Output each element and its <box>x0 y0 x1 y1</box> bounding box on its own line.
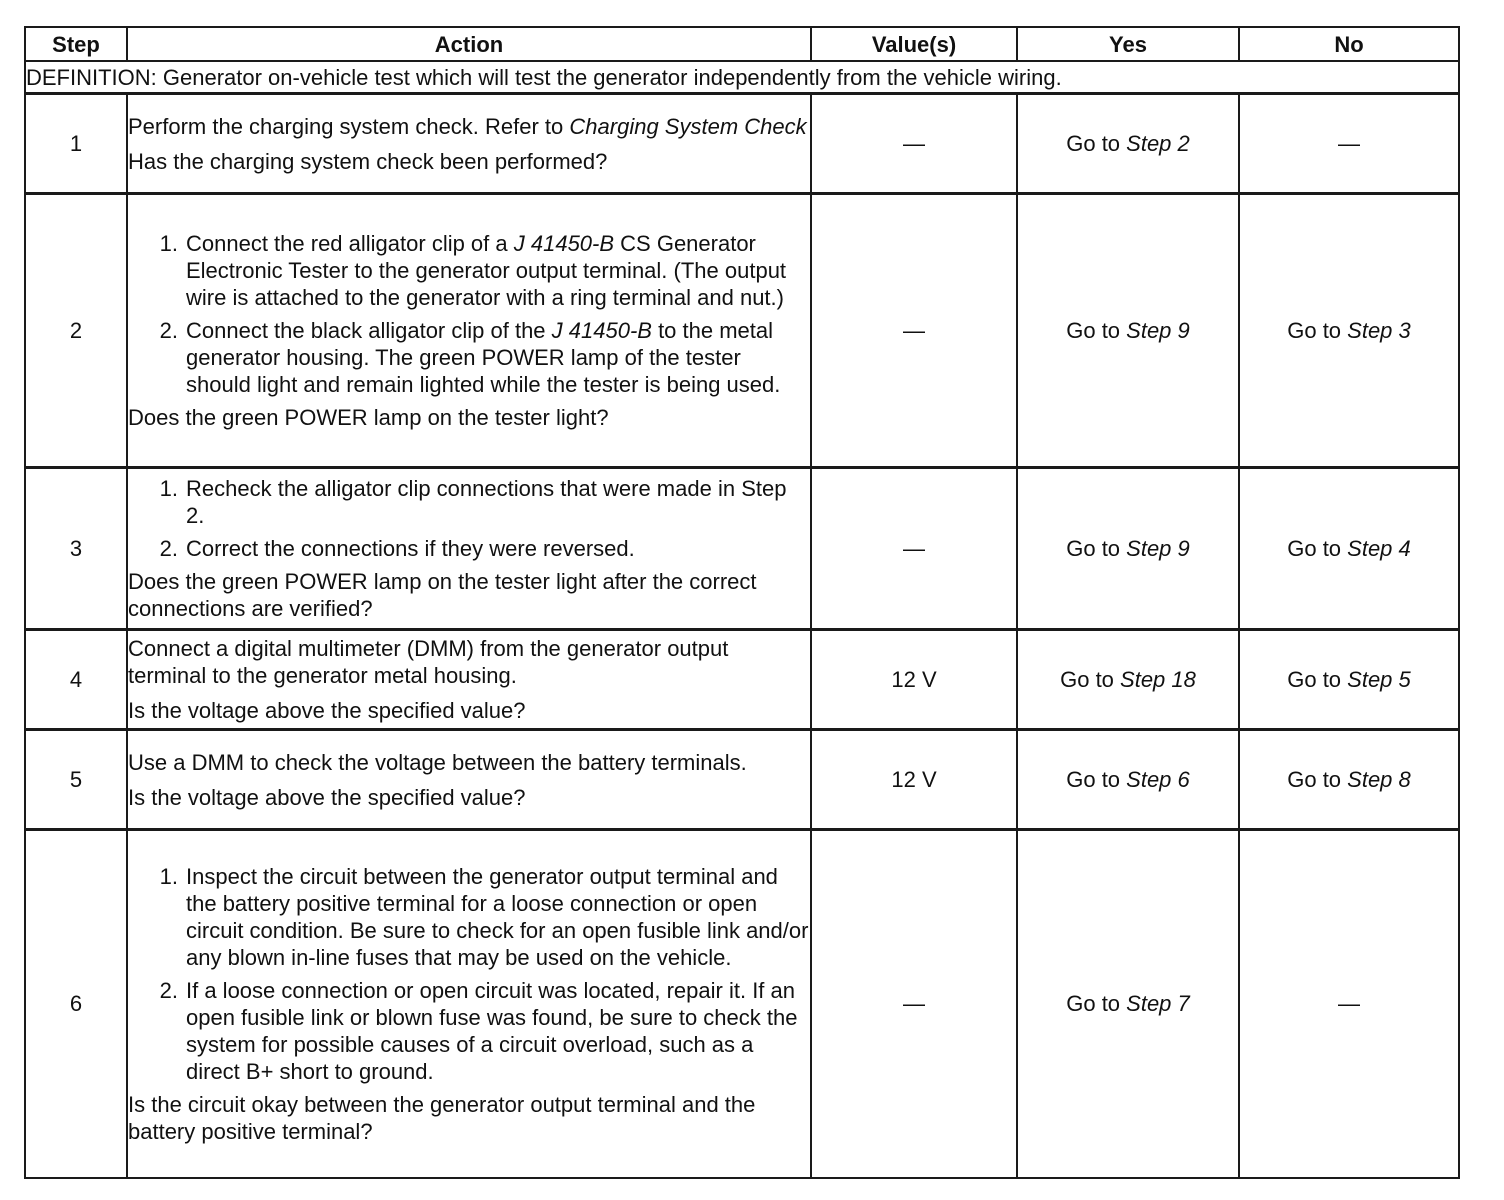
yes-prefix: Go to <box>1066 536 1127 561</box>
item-text: Correct the connections if they were reversed. <box>186 536 635 561</box>
definition-row <box>25 61 1459 94</box>
action-question: Does the green POWER lamp on the tester light? <box>128 405 609 430</box>
no-step-link[interactable]: Step 4 <box>1347 536 1411 561</box>
item-text-part: CS Generator Electronic Tester to the generator output terminal. (The output wire is attached to the generator with a ring terminal and nut.) <box>186 231 787 310</box>
table-row <box>25 94 1459 194</box>
list-item <box>128 475 810 529</box>
action-question: Has the charging system check been performed? <box>128 148 608 174</box>
item-text-part: Connect the black alligator clip of the <box>186 318 552 343</box>
yes-cell <box>1017 94 1239 194</box>
value-cell: — <box>811 468 1017 630</box>
no-cell <box>1239 730 1459 830</box>
value-cell: 12 V <box>811 730 1017 830</box>
header-no: No <box>1239 27 1459 61</box>
action-cell <box>127 730 811 830</box>
item-text <box>186 230 810 311</box>
value-cell: 12 V <box>811 630 1017 730</box>
step-number: 2 <box>25 194 127 468</box>
yes-cell <box>1017 468 1239 630</box>
step-number: 6 <box>25 830 127 1178</box>
list-item <box>128 977 810 1085</box>
action-lead: Connect a digital multimeter (DMM) from the generator output terminal to the generator metal housing. <box>128 636 729 688</box>
no-cell: — <box>1239 94 1459 194</box>
no-cell <box>1239 194 1459 468</box>
yes-prefix: Go to <box>1066 991 1127 1017</box>
action-question: Is the circuit okay between the generator output terminal and the battery positive terminal? <box>128 1091 756 1144</box>
action-steps <box>128 230 810 398</box>
action-steps <box>128 863 810 1085</box>
item-text: If a loose connection or open circuit was located, repair it. If an open fusible link or blown fuse was found, be sure to check the system for possible causes of a circuit overload, such as a direct B+ short to ground. <box>186 977 798 1084</box>
tool-reference: J 41450-B <box>551 318 652 343</box>
procedure-reference: Charging System Check <box>569 113 807 139</box>
action-cell <box>127 630 811 730</box>
yes-step-link[interactable]: Step 7 <box>1126 991 1190 1017</box>
value-cell: — <box>811 830 1017 1178</box>
table-row <box>25 830 1459 1178</box>
action-question: Is the voltage above the specified value? <box>128 698 526 723</box>
yes-step-link[interactable]: Step 6 <box>1126 767 1190 792</box>
yes-cell <box>1017 630 1239 730</box>
yes-prefix: Go to <box>1066 131 1127 156</box>
action-steps <box>128 475 810 562</box>
item-text <box>186 317 810 398</box>
yes-cell <box>1017 830 1239 1178</box>
list-item <box>128 863 810 971</box>
header-step: Step <box>25 27 127 61</box>
yes-step-link[interactable]: Step 9 <box>1126 536 1190 561</box>
header-action: Action <box>127 27 811 61</box>
item-number: 2. <box>159 536 178 561</box>
definition-text: DEFINITION: Generator on-vehicle test which will test the generator independently from the vehicle wiring. <box>25 61 1459 94</box>
action-question: Does the green POWER lamp on the tester light after the correct connections are verified? <box>128 569 757 621</box>
no-cell <box>1239 630 1459 730</box>
value-cell: — <box>811 94 1017 194</box>
no-prefix: Go to <box>1287 767 1348 792</box>
yes-step-link[interactable]: Step 18 <box>1120 667 1196 692</box>
no-prefix: Go to <box>1287 536 1348 561</box>
header-values: Value(s) <box>811 27 1017 61</box>
yes-prefix: Go to <box>1066 318 1127 343</box>
yes-cell <box>1017 730 1239 830</box>
tool-reference: J 41450-B <box>513 231 615 256</box>
step-number: 5 <box>25 730 127 830</box>
no-step-link[interactable]: Step 3 <box>1347 318 1411 343</box>
list-item <box>128 317 810 398</box>
action-lead: Use a DMM to check the voltage between the battery terminals. <box>128 749 747 775</box>
action-cell <box>127 468 811 630</box>
yes-step-link[interactable]: Step 2 <box>1126 131 1190 156</box>
no-prefix: Go to <box>1287 667 1348 692</box>
action-lead <box>128 113 810 140</box>
action-lead-text: Perform the charging system check. Refer to <box>128 113 570 139</box>
item-text: Inspect the circuit between the generator output terminal and the battery positive terminal for a loose connection or open circuit condition. Be sure to check for an open fusible link and/or any blown in-line fuses that may be used on the vehicle. <box>186 863 809 970</box>
item-number: 2. <box>159 318 178 343</box>
table-row <box>25 468 1459 630</box>
yes-prefix: Go to <box>1066 767 1127 792</box>
yes-step-link[interactable]: Step 9 <box>1126 318 1190 343</box>
table-row <box>25 194 1459 468</box>
step-number: 3 <box>25 468 127 630</box>
no-prefix: Go to <box>1287 318 1348 343</box>
value-cell: — <box>811 194 1017 468</box>
no-step-link[interactable]: Step 5 <box>1347 667 1411 692</box>
item-number: 1. <box>159 231 178 256</box>
item-number: 2. <box>159 977 178 1003</box>
item-number: 1. <box>159 476 178 501</box>
item-text-part: Connect the red alligator clip of a <box>186 231 514 256</box>
item-text-part: to the metal generator housing. The green POWER lamp of the tester should light and remain lighted while the tester is being used. <box>186 318 781 397</box>
table-row <box>25 630 1459 730</box>
header-yes: Yes <box>1017 27 1239 61</box>
action-cell <box>127 830 811 1178</box>
no-cell: — <box>1239 830 1459 1178</box>
action-question: Is the voltage above the specified value? <box>128 784 526 810</box>
yes-prefix: Go to <box>1060 667 1121 692</box>
diagnostic-table <box>24 26 1460 1179</box>
list-item <box>128 535 810 562</box>
step-number: 4 <box>25 630 127 730</box>
header-row <box>25 27 1459 61</box>
item-number: 1. <box>159 863 178 889</box>
no-step-link[interactable]: Step 8 <box>1347 767 1411 792</box>
table-row <box>25 730 1459 830</box>
action-cell <box>127 194 811 468</box>
no-cell <box>1239 468 1459 630</box>
yes-cell <box>1017 194 1239 468</box>
item-text: Recheck the alligator clip connections that were made in Step 2. <box>186 476 787 528</box>
step-number: 1 <box>25 94 127 194</box>
list-item <box>128 230 810 311</box>
action-cell <box>127 94 811 194</box>
